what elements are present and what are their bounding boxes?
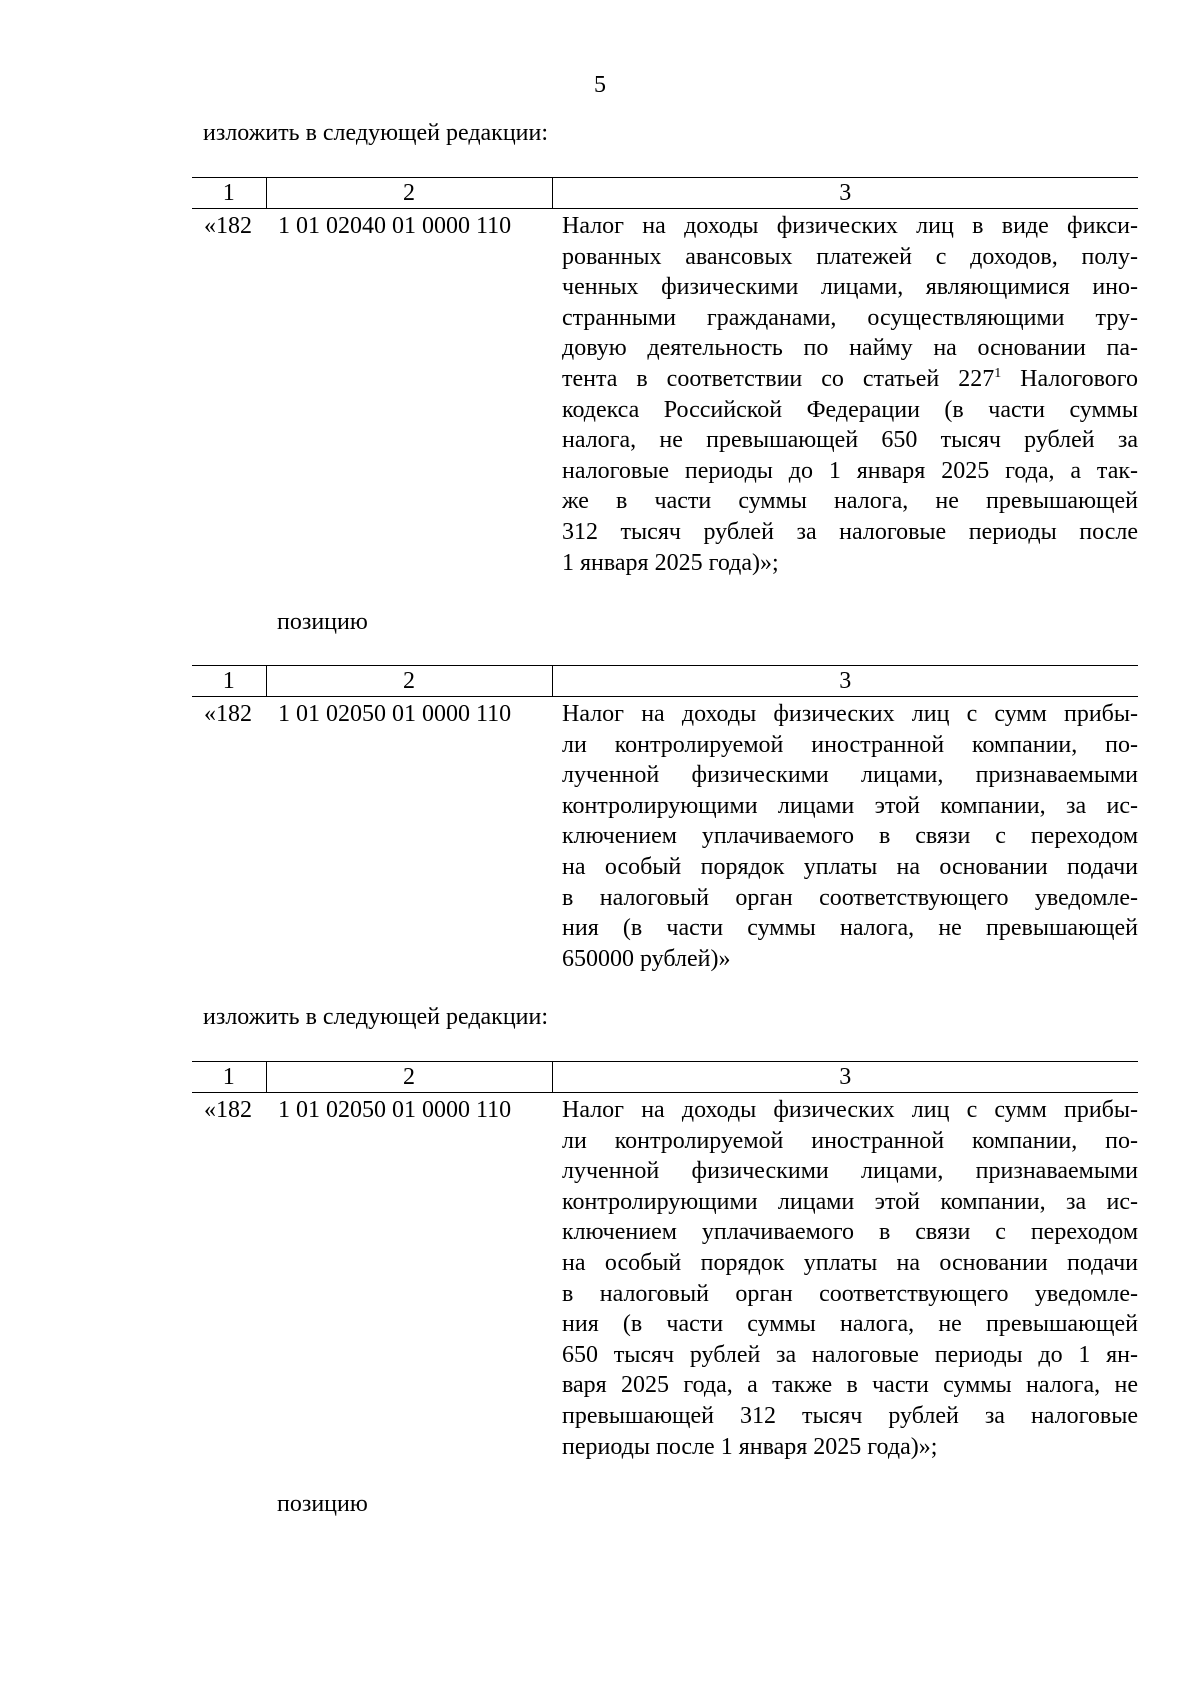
- description-cell: [552, 697, 1138, 975]
- description-line: в налоговый орган соответствующего уведомле-: [562, 884, 1138, 911]
- description-line: Налог на доходы физических лиц с сумм прибы-: [562, 1097, 1138, 1123]
- description-line: 1 января 2025 года)»;: [562, 549, 779, 576]
- description-line: в налоговый орган соответствующего уведомле-: [562, 1280, 1138, 1307]
- description-line: лученной физическими лицами, признаваемыми: [562, 1158, 1138, 1185]
- description-cell: [552, 209, 1138, 579]
- description-line: налоговые периоды до 1 января 2025 года, а так-: [562, 457, 1138, 484]
- description-line: периоды после 1 января 2025 года)»;: [562, 1433, 938, 1460]
- header-col-1: 1: [192, 1062, 266, 1093]
- superscript-article-number: 1: [994, 365, 1002, 381]
- description-line: 650 тысяч рублей за налоговые периоды до 1 ян-: [562, 1341, 1138, 1368]
- admin-code: «182: [204, 1097, 252, 1123]
- description-line: ключением уплачиваемого в связи с переходом: [562, 823, 1138, 850]
- description-line: ния (в части суммы налога, не превышающей: [562, 1311, 1138, 1338]
- page-number: 5: [594, 72, 606, 98]
- table-row: [192, 1093, 1138, 1463]
- description-cell: [552, 1093, 1138, 1463]
- header-col-3: 3: [552, 178, 1138, 209]
- description-line: ключением уплачиваемого в связи с переходом: [562, 1219, 1138, 1246]
- header-col-2: 2: [266, 178, 552, 209]
- table-row: [192, 209, 1138, 579]
- budget-classification-code: 1 01 02040 01 0000 110: [278, 213, 512, 239]
- paragraph-position-1: позицию: [277, 609, 368, 635]
- header-col-1: 1: [192, 666, 266, 697]
- description-line: 650000 рублей)»: [562, 945, 731, 972]
- table-header-row: [192, 178, 1138, 209]
- table-header-row: [192, 666, 1138, 697]
- table-row: [192, 697, 1138, 975]
- paragraph-edit-instruction-2: изложить в следующей редакции:: [203, 1004, 549, 1030]
- description-line: варя 2025 года, а также в части суммы налога, не: [562, 1372, 1138, 1399]
- paragraph-edit-instruction-1: изложить в следующей редакции:: [203, 120, 549, 146]
- description-line: налога, не превышающей 650 тысяч рублей за: [562, 427, 1138, 454]
- description-line: ли контролируемой иностранной компании, по-: [562, 1127, 1138, 1154]
- header-col-3: 3: [552, 1062, 1138, 1093]
- header-col-2: 2: [266, 666, 552, 697]
- description-line: кодекса Российской Федерации (в части суммы: [562, 396, 1138, 423]
- admin-code: «182: [204, 213, 252, 239]
- budget-classification-code: 1 01 02050 01 0000 110: [278, 701, 512, 727]
- description-line: на особый порядок уплаты на основании подачи: [562, 1249, 1138, 1276]
- budget-classification-code: 1 01 02050 01 0000 110: [278, 1097, 512, 1123]
- description-line: контролирующими лицами этой компании, за ис-: [562, 1188, 1138, 1215]
- description-line: Налог на доходы физических лиц в виде фикси-: [562, 213, 1138, 239]
- description-line: же в части суммы налога, не превышающей: [562, 488, 1138, 515]
- admin-code: «182: [204, 701, 252, 727]
- description-line-text: тента в соответствии со статьей 227: [562, 365, 995, 392]
- header-col-2: 2: [266, 1062, 552, 1093]
- description-line: превышающей 312 тысяч рублей за налоговые: [562, 1402, 1138, 1429]
- description-line: контролирующими лицами этой компании, за ис-: [562, 792, 1138, 819]
- description-line: ченных физическими лицами, являющимися ино-: [562, 274, 1138, 301]
- description-line: довую деятельность по найму на основании па-: [562, 335, 1138, 362]
- header-col-3: 3: [552, 666, 1138, 697]
- description-line-tail: Налогового: [1001, 365, 1138, 392]
- description-line: на особый порядок уплаты на основании подачи: [562, 853, 1138, 880]
- description-line: рованных авансовых платежей с доходов, полу-: [562, 243, 1138, 270]
- code-table-3: [192, 1061, 1138, 1462]
- description-line-with-footnote: [562, 364, 1138, 395]
- description-line: ния (в части суммы налога, не превышающей: [562, 915, 1138, 942]
- code-table-2: [192, 665, 1138, 974]
- description-line: лученной физическими лицами, признаваемыми: [562, 762, 1138, 789]
- code-table-1: [192, 177, 1138, 578]
- table-header-row: [192, 1062, 1138, 1093]
- header-col-1: 1: [192, 178, 266, 209]
- description-line: ли контролируемой иностранной компании, по-: [562, 731, 1138, 758]
- description-line: Налог на доходы физических лиц с сумм прибы-: [562, 701, 1138, 727]
- description-line: странными гражданами, осуществляющими тру-: [562, 304, 1138, 331]
- description-line: 312 тысяч рублей за налоговые периоды после: [562, 518, 1138, 545]
- paragraph-position-2: позицию: [277, 1491, 368, 1517]
